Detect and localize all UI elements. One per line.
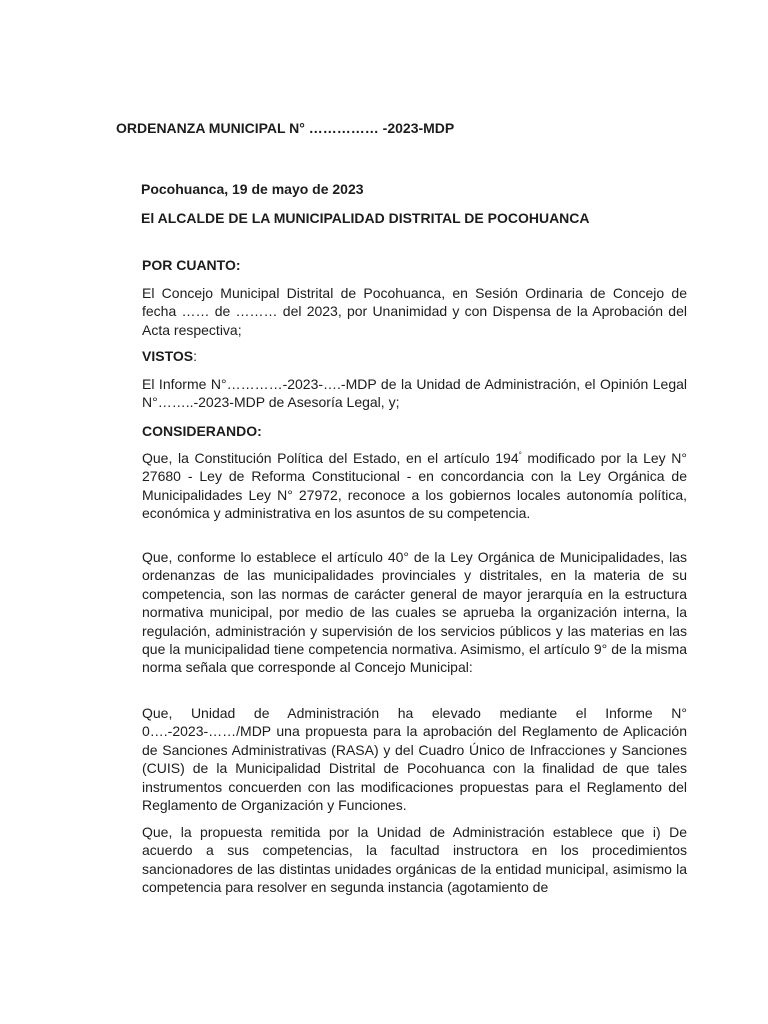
considerando-paragraph-4: Que, la propuesta remitida por la Unidad de Administración establece que i) De acuerdo a sus competencias, la facultad instructora en los procedimientos sancionadores de las distintas unidades orgánicas de la entidad municipal, asimismo la competencia para resolver en segunda instancia (agotamiento de — [142, 824, 687, 896]
p1-text-after: modificado por la Ley N° 27680 - Ley de Reforma Constitucional - en concordancia con la Ley Orgánica de Municipalidades Ley N° 27972, reconoce a los gobiernos locales autonomía política, económica y administrativa en los asuntos de su competencia. — [142, 450, 687, 522]
considerando-heading: CONSIDERANDO: — [142, 423, 262, 439]
considerando-paragraph-1 — [142, 449, 687, 523]
vistos-heading — [142, 348, 197, 364]
place-date: Pocohuanca, 19 de mayo de 2023 — [141, 181, 364, 197]
considerando-paragraph-3: Que, Unidad de Administración ha elevado mediante el Informe N° 0….-2023-……/MDP una propuesta para la aprobación del Reglamento de Aplicación de Sanciones Administrativas (RASA) y del Cuadro Único de Infracciones y Sanciones (CUIS) de la Municipalidad Distrital de Pocohuanca con la finalidad de que tales instrumentos concuerden con las modificaciones propuestas para el Reglamento del Reglamento de Organización y Funciones. — [142, 705, 687, 814]
p1-superscript: ° — [518, 450, 522, 460]
vistos-colon: : — [193, 348, 197, 364]
vistos-label: VISTOS — [142, 348, 194, 364]
authority-line: El ALCALDE DE LA MUNICIPALIDAD DISTRITAL DE POCOHUANCA — [141, 210, 590, 226]
ordinance-title: ORDENANZA MUNICIPAL N° …………… -2023-MDP — [116, 120, 455, 136]
considerando-paragraph-2: Que, conforme lo establece el artículo 40° de la Ley Orgánica de Municipalidades, las ordenanzas de las municipalidades provinciales y distritales, en la materia de su competencia, son las normas de carácter general de mayor jerarquía en la estructura normativa municipal, por medio de las cuales se aprueba la organización interna, la regulación, administración y supervisión de los servicios públicos y las materias en las que la municipalidad tiene competencia normativa. Asimismo, el artículo 9° de la misma norma señala que corresponde al Concejo Municipal: — [142, 549, 687, 676]
p1-text-before: Que, la Constitución Política del Estado, en el artículo 194 — [142, 450, 519, 466]
vistos-paragraph: El Informe N°…………-2023-….-MDP de la Unidad de Administración, el Opinión Legal N°……..-2023-MDP de Asesoría Legal, y; — [142, 376, 687, 411]
por-cuanto-heading: POR CUANTO: — [142, 257, 241, 273]
por-cuanto-paragraph: El Concejo Municipal Distrital de Pocohuanca, en Sesión Ordinaria de Concejo de fecha …… de ……… del 2023, por Unanimidad y con Dispensa de la Aprobación del Acta respectiva; — [142, 285, 687, 338]
